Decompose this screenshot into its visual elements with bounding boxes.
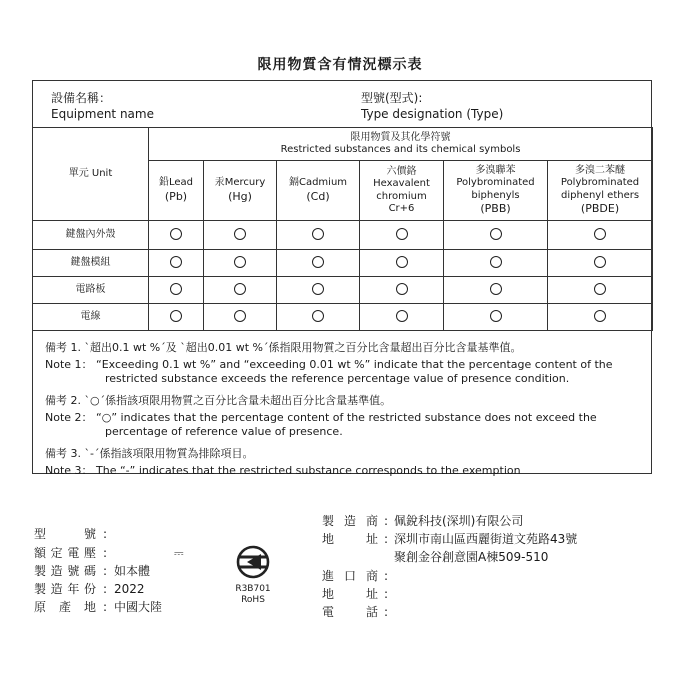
circle-icon — [594, 310, 606, 322]
importer-key: 進口商 — [322, 569, 378, 583]
equipment-header — [33, 81, 651, 127]
circle-icon — [594, 283, 606, 295]
table-row — [33, 221, 653, 250]
maker-value: 佩銳科技(深圳)有限公司 — [394, 514, 524, 528]
presence-mark — [548, 304, 653, 331]
circle-icon — [234, 283, 246, 295]
spec-key: 型號 — [34, 527, 96, 541]
address-key: 地址 — [322, 532, 378, 546]
unit-header: 單元 Unit — [33, 128, 149, 221]
dc-symbol-icon: ⎓ — [174, 546, 184, 560]
note-1-en-cont: restricted substance exceeds the reference percentage value of presence condition. — [105, 372, 570, 385]
maker-key: 製造商 — [322, 514, 378, 528]
equipment-name-en: Equipment name — [51, 107, 154, 121]
col-symbol: Cr+6 — [388, 203, 415, 214]
circle-icon — [594, 256, 606, 268]
col-symbol: (Hg) — [228, 189, 252, 203]
presence-mark — [444, 277, 548, 304]
spec-row-year: 製造年份 : 2022 — [34, 582, 145, 596]
address-row: 地址 : 深圳市南山區西麗街道文苑路43號 — [322, 532, 578, 546]
circle-icon — [490, 283, 502, 295]
table-row — [33, 304, 653, 331]
bsmi-mark-icon — [233, 544, 273, 580]
presence-mark — [204, 304, 277, 331]
presence-mark — [444, 221, 548, 250]
circle-icon — [312, 228, 324, 240]
col-label-3: chromium — [376, 190, 427, 202]
circle-icon — [396, 310, 408, 322]
presence-mark — [360, 250, 444, 277]
bsmi-code: R3B701 — [235, 584, 271, 594]
presence-mark — [204, 250, 277, 277]
circle-icon — [396, 283, 408, 295]
circle-icon — [170, 310, 182, 322]
substance-group-en: Restricted substances and its chemical symbols — [280, 144, 521, 155]
phone-row: 電話 : — [322, 605, 389, 619]
presence-mark — [149, 221, 204, 250]
column-header-cadmium — [277, 161, 360, 221]
presence-mark — [277, 277, 360, 304]
presence-mark — [149, 304, 204, 331]
presence-mark — [444, 250, 548, 277]
col-label-3: biphenyls — [471, 189, 520, 201]
circle-icon — [490, 310, 502, 322]
col-symbol: (PBDE) — [580, 202, 620, 216]
spec-row-serial: 製造號碼 : 如本體 — [34, 564, 151, 578]
address-line-1: 深圳市南山區西麗街道文苑路43號 — [394, 532, 578, 546]
spec-key: 原產地 — [34, 600, 96, 614]
circle-icon — [312, 283, 324, 295]
importer-row: 進口商 : — [322, 569, 389, 583]
presence-mark — [444, 304, 548, 331]
note-3-en: Note 3： The “-” indicates that the restricted substance corresponds to the exemption — [45, 464, 521, 477]
part-name: 電路板 — [33, 277, 149, 304]
phone-key: 電話 — [322, 605, 378, 619]
spec-row-origin: 原產地 : 中國大陸 — [34, 600, 163, 614]
col-label-1: 六價鉻 — [386, 165, 417, 177]
presence-mark — [277, 221, 360, 250]
presence-mark — [204, 277, 277, 304]
spec-row-voltage: 額定電壓 : ⎓ — [34, 546, 184, 560]
note-1-zh: 備考 1. ˋ超出0.1 wt %ˊ及 ˋ超出0.01 wt %ˊ係指限用物質之百分比含量超出百分比含量基準值。 — [45, 341, 522, 354]
col-label-2: Polybrominated — [560, 177, 640, 189]
substance-group-zh: 限用物質及其化學符號 — [350, 131, 451, 143]
col-label-1: 多溴二苯醚 — [575, 164, 626, 176]
col-symbol: (PBB) — [480, 202, 511, 216]
spec-value: 中國大陸 — [114, 600, 163, 614]
spec-key: 製造年份 — [34, 582, 96, 596]
column-header-pbde — [548, 161, 653, 221]
rohs-declaration-table — [32, 80, 652, 477]
circle-icon — [490, 228, 502, 240]
col-label-1: 鉛Lead — [158, 177, 194, 189]
circle-icon — [170, 228, 182, 240]
presence-mark — [149, 277, 204, 304]
maker-row: 製造商 : 佩銳科技(深圳)有限公司 — [322, 514, 524, 528]
circle-icon — [234, 256, 246, 268]
note-2-en: Note 2： “○” indicates that the percentage content of the restricted substance does not exceed the — [45, 411, 597, 424]
column-header-hexavalent-chromium — [360, 161, 444, 221]
note-2-en-cont: percentage of reference value of presence. — [105, 425, 343, 438]
circle-icon — [490, 256, 502, 268]
col-label-1: 鎘Cadmium — [288, 177, 348, 189]
note-2-zh: 備考 2. ˋ○ˊ係指該項限用物質之百分比含量未超出百分比含量基準值。 — [45, 394, 392, 407]
circle-icon — [234, 310, 246, 322]
part-name: 鍵盤內外殼 — [33, 221, 149, 250]
presence-mark — [360, 304, 444, 331]
circle-icon — [312, 310, 324, 322]
spec-row-model: 型號 : — [34, 527, 108, 541]
substance-table — [32, 127, 653, 331]
presence-mark — [149, 250, 204, 277]
spec-value: 2022 — [114, 582, 145, 596]
spec-key: 額定電壓 — [34, 546, 96, 560]
presence-mark — [277, 304, 360, 331]
presence-mark — [204, 221, 277, 250]
part-name: 電線 — [33, 304, 149, 331]
column-header-pbb — [444, 161, 548, 221]
circle-icon — [396, 228, 408, 240]
type-designation-en: Type designation (Type) — [361, 107, 504, 121]
bsmi-logo — [231, 544, 275, 606]
note-3-zh: 備考 3. ˋ-ˊ係指該項限用物質為排除項目。 — [45, 447, 254, 460]
column-header-lead — [149, 161, 204, 221]
circle-icon — [234, 228, 246, 240]
col-symbol: (Pb) — [164, 189, 188, 203]
rohs-label: RoHS — [241, 595, 265, 605]
note-1-en: Note 1： “Exceeding 0.1 wt %” and “exceeding 0.01 wt %” indicate that the percentage content of the — [45, 358, 613, 371]
address-row-2 — [394, 548, 548, 565]
part-name: 鍵盤模組 — [33, 250, 149, 277]
spec-value: 如本體 — [114, 564, 151, 578]
presence-mark — [548, 250, 653, 277]
circle-icon — [312, 256, 324, 268]
circle-icon — [170, 283, 182, 295]
col-label-1: 汞Mercury — [214, 177, 266, 189]
equipment-name-zh: 設備名稱： — [51, 91, 112, 105]
substance-group-header — [149, 128, 653, 161]
col-label-3: diphenyl ethers — [560, 189, 640, 201]
page-title: 限用物質含有情況標示表 — [257, 57, 423, 73]
type-designation-zh: 型號(型式): — [361, 91, 423, 105]
circle-icon — [396, 256, 408, 268]
circle-icon — [594, 228, 606, 240]
table-row — [33, 277, 653, 304]
presence-mark — [548, 221, 653, 250]
importer-address-row: 地址 : — [322, 587, 389, 601]
presence-mark — [548, 277, 653, 304]
address-line-2: 聚創金谷創意園A棟509-510 — [394, 550, 549, 564]
importer-address-key: 地址 — [322, 587, 378, 601]
presence-mark — [360, 277, 444, 304]
column-header-mercury — [204, 161, 277, 221]
circle-icon — [170, 256, 182, 268]
col-symbol: (Cd) — [306, 189, 330, 203]
spec-key: 製造號碼 — [34, 564, 96, 578]
col-label-1: 多溴聯苯 — [475, 164, 516, 176]
col-label-2: Hexavalent — [373, 178, 430, 189]
table-row — [33, 250, 653, 277]
presence-mark — [277, 250, 360, 277]
presence-mark — [360, 221, 444, 250]
col-label-2: Polybrominated — [456, 177, 535, 189]
